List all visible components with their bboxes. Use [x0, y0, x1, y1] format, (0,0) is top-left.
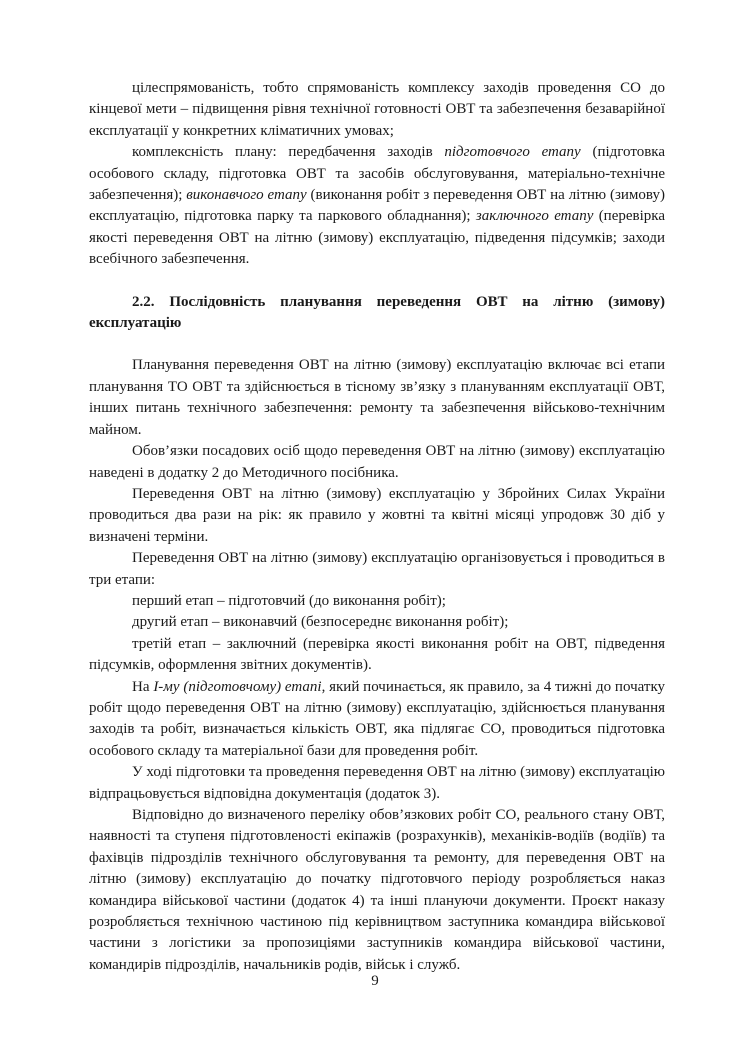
paragraph-purposefulness: цілеспрямованість, тобто спрямованість комплексу заходів проведення СО до кінцевої мети – підвищення рівня технічної готовності ОВТ та забезпечення безаварійної експлуатації у конкретних кліматичних умовах; — [89, 80, 665, 139]
section-heading: 2.2. Послідовність планування переведення ОВТ на літню (зимову) експлуатацію — [89, 293, 665, 332]
page-number: 9 — [371, 973, 379, 989]
paragraph-comprehensiveness: комплексність плану: передбачення заходів підготовчого етапу (підготовка особового складу, підготовка ОВТ та засобів обслуговування, матеріально-технічне забезпечення); виконавчого етапу (виконання робіт з переведення ОВТ на літню (зимову) експлуатацію, підготовка парку та паркового обладнання); заключного етапу (перевірка якості переведення ОВТ на літню (зимову) експлуатацію, підведення підсумків; заходи всебічного забезпечення. — [89, 144, 666, 268]
list-item-stage-2: другий етап – виконавчий (безпосереднє виконання робіт); — [132, 614, 509, 631]
paragraph-planning-scope: Планування переведення ОВТ на літню (зимову) експлуатацію включає всі етапи планування ТО ОВТ та здійснюється в тісному зв’язку з плануванням експлуатації ОВТ, інших питань технічного забезпечення: ремонту та забезпечення військово-технічним майном. — [89, 357, 665, 438]
spacer — [89, 334, 665, 355]
paragraph-documentation: У ході підготовки та проведення переведення ОВТ на літню (зимову) експлуатацію відпрацьовується відповідна документація (додаток 3). — [89, 764, 665, 802]
paragraph-officials-duties: Обов’язки посадових осіб щодо переведення ОВТ на літню (зимову) експлуатацію наведені в додатку 2 до Методичного посібника. — [89, 443, 665, 481]
emphasis-final-stage: заключного етапу — [475, 208, 594, 225]
list-item-stage-1: перший етап – підготовчий (до виконання робіт); — [132, 592, 446, 609]
list-item-stage-3: третій етап – заключний (перевірка якості виконання робіт на ОВТ, підведення підсумків, оформлення звітних документів). — [89, 635, 665, 674]
paragraph-three-stages: Переведення ОВТ на літню (зимову) експлуатацію організовується і проводиться в три етапи: — [89, 550, 665, 588]
page-text — [89, 78, 665, 976]
paragraph-order-development: Відповідно до визначеного переліку обов’язкових робіт СО, реального стану ОВТ, наявності та ступеня підготовленості екіпажів (розрахунків), механіків-водіїв (водіїв) та фахівців підрозділів технічного обслуговування та ремонту, для переведення ОВТ на літню (зимову) експлуатацію до початку підготовчого періоду розробляється наказ командира військової частини (додаток 4) та інші плануючи документи. Проєкт наказу розробляється технічною частиною під керівництвом заступника командира військової частини з логістики за пропозиціями заступників командира військової частини, командирів підрозділів, начальників родів, військ і служб. — [89, 807, 665, 973]
emphasis-executive-stage: виконавчого етапу — [186, 187, 307, 204]
paragraph-frequency: Переведення ОВТ на літню (зимову) експлуатацію у Збройних Силах України проводиться два рази на рік: як правило у жовтні та квітні місяці упродовж 30 діб у визначені терміни. — [89, 485, 665, 545]
paragraph-first-stage: На І-му (підготовчому) етапі, який починається, як правило, за 4 тижні до початку робіт щодо переведення ОВТ на літню (зимову) експлуатацію, здійснюється планування заходів та робіт, визначається кількість ОВТ, яка підлягає СО, проводиться підготовка особового складу та матеріальної бази для проведення робіт. — [89, 678, 666, 759]
emphasis-preparatory-stage: підготовчого етапу — [444, 144, 581, 161]
emphasis-first-stage: І-му (підготовчому) етапі — [153, 678, 322, 695]
